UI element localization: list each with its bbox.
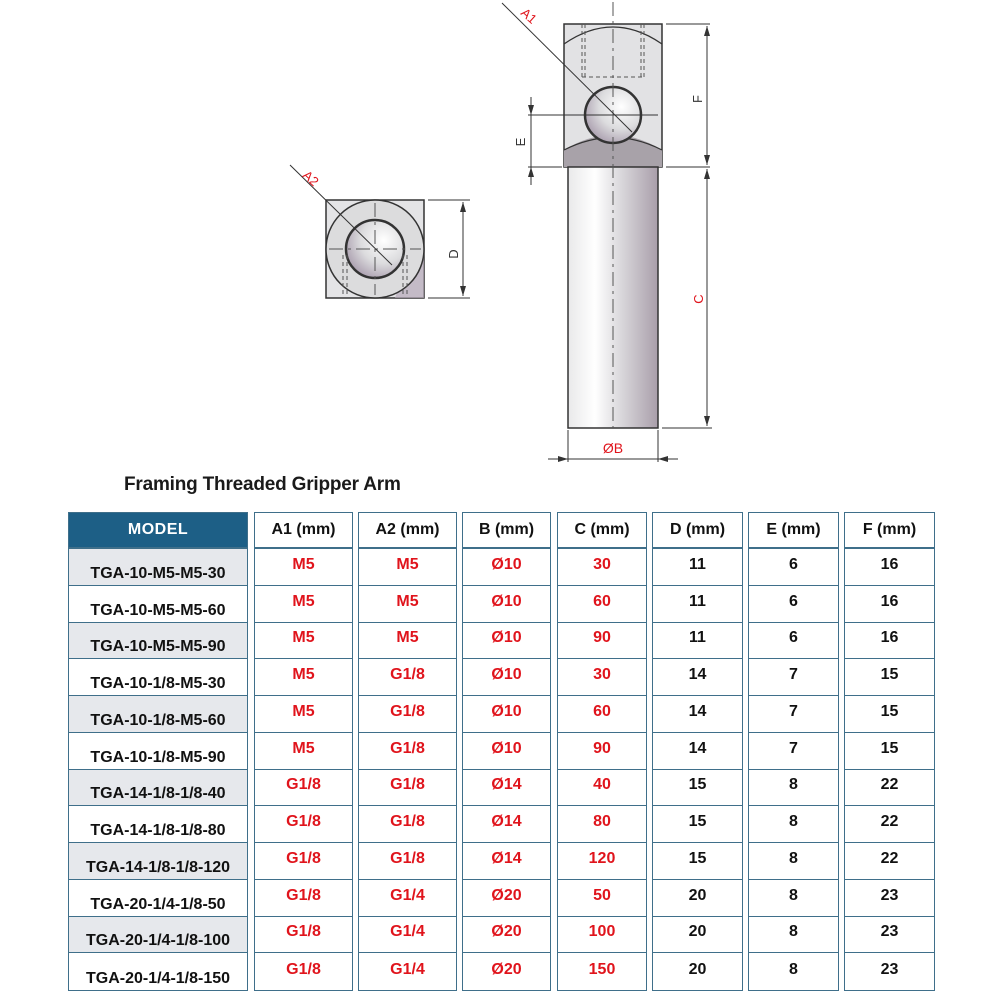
header-a1: A1 (mm) (255, 513, 352, 549)
b-cell: Ø20 (491, 960, 522, 978)
d-cell: 11 (653, 549, 742, 586)
a1-cell: M5 (255, 549, 352, 586)
technical-drawing (0, 0, 1000, 470)
header-a2: A2 (mm) (359, 513, 456, 549)
a2-cell: G1/4 (359, 917, 456, 954)
column-a1 (254, 512, 353, 991)
b-cell: Ø10 (463, 549, 550, 586)
a1-cell: M5 (255, 696, 352, 733)
b-cell: Ø20 (463, 917, 550, 954)
a1-cell: G1/8 (255, 880, 352, 917)
label-c: C (691, 294, 706, 304)
label-e: E (513, 137, 528, 147)
f-cell: 16 (845, 586, 934, 623)
column-c (557, 512, 647, 991)
d-cell: 15 (653, 806, 742, 843)
a1-cell: G1/8 (255, 917, 352, 954)
header-f: F (mm) (845, 513, 934, 549)
c-cell: 60 (558, 696, 646, 733)
d-cell: 15 (653, 843, 742, 880)
f-cell: 16 (845, 549, 934, 586)
a2-cell: G1/4 (359, 880, 456, 917)
model-cell: TGA-20-1/4-1/8-150 (85, 970, 231, 987)
b-cell: Ø10 (463, 696, 550, 733)
d-cell: 14 (653, 733, 742, 770)
f-cell: 23 (845, 880, 934, 917)
model-cell: TGA-14-1/8-1/8-40 (69, 770, 247, 807)
d-cell: 11 (653, 623, 742, 660)
model-cell: TGA-10-1/8-M5-90 (69, 733, 247, 770)
e-cell: 8 (749, 843, 838, 880)
b-cell: Ø10 (463, 623, 550, 660)
e-cell: 8 (749, 770, 838, 807)
label-b: ØB (602, 440, 624, 456)
b-cell: Ø20 (463, 880, 550, 917)
f-cell: 16 (845, 623, 934, 660)
a1-cell: M5 (255, 733, 352, 770)
e-cell: 8 (749, 917, 838, 954)
b-cell: Ø14 (463, 843, 550, 880)
page-title: Framing Threaded Gripper Arm (124, 474, 401, 495)
a2-cell: G1/8 (359, 696, 456, 733)
d-cell: 20 (653, 917, 742, 954)
f-cell: 15 (845, 733, 934, 770)
a1-cell: G1/8 (286, 960, 321, 978)
header-b: B (mm) (463, 513, 550, 549)
f-cell: 22 (845, 843, 934, 880)
a2-cell: G1/4 (390, 960, 425, 978)
a2-cell: G1/8 (359, 733, 456, 770)
e-cell: 6 (749, 549, 838, 586)
label-f: F (690, 95, 705, 103)
b-cell: Ø10 (463, 659, 550, 696)
model-cell: TGA-20-1/4-1/8-100 (69, 917, 247, 954)
b-cell: Ø10 (463, 586, 550, 623)
c-cell: 100 (558, 917, 646, 954)
c-cell: 150 (588, 960, 616, 978)
c-cell: 60 (558, 586, 646, 623)
a1-cell: M5 (255, 623, 352, 660)
d-cell: 14 (653, 659, 742, 696)
a2-cell: G1/8 (359, 659, 456, 696)
model-cell: TGA-20-1/4-1/8-50 (69, 880, 247, 917)
label-a1: A1 (518, 4, 540, 27)
a1-cell: M5 (255, 659, 352, 696)
f-cell: 23 (880, 960, 899, 978)
e-cell: 6 (749, 586, 838, 623)
d-cell: 11 (653, 586, 742, 623)
label-a2: A2 (299, 167, 322, 190)
c-cell: 120 (558, 843, 646, 880)
end-view (290, 165, 470, 298)
header-model: MODEL (69, 513, 247, 549)
f-cell: 22 (845, 806, 934, 843)
f-cell: 22 (845, 770, 934, 807)
c-cell: 30 (558, 549, 646, 586)
a2-cell: M5 (359, 549, 456, 586)
model-cell: TGA-10-1/8-M5-30 (69, 659, 247, 696)
a2-cell: G1/8 (359, 770, 456, 807)
label-d: D (446, 249, 461, 259)
column-d (652, 512, 743, 991)
model-cell: TGA-10-M5-M5-30 (69, 549, 247, 586)
a2-cell: M5 (359, 623, 456, 660)
c-cell: 50 (558, 880, 646, 917)
column-e (748, 512, 839, 991)
a1-cell: G1/8 (255, 806, 352, 843)
front-view (502, 2, 712, 462)
d-cell: 15 (653, 770, 742, 807)
c-cell: 80 (558, 806, 646, 843)
b-cell: Ø14 (463, 806, 550, 843)
e-cell: 7 (749, 733, 838, 770)
header-c: C (mm) (558, 513, 646, 549)
b-cell: Ø10 (463, 733, 550, 770)
d-cell: 14 (653, 696, 742, 733)
f-cell: 23 (845, 917, 934, 954)
f-cell: 15 (845, 659, 934, 696)
d-cell: 20 (653, 880, 742, 917)
e-cell: 7 (749, 696, 838, 733)
e-cell: 6 (749, 623, 838, 660)
column-b (462, 512, 551, 991)
column-a2 (358, 512, 457, 991)
e-cell: 8 (749, 806, 838, 843)
model-cell: TGA-10-M5-M5-90 (69, 623, 247, 660)
column-f (844, 512, 935, 991)
e-cell: 8 (749, 880, 838, 917)
header-e: E (mm) (749, 513, 838, 549)
c-cell: 30 (558, 659, 646, 696)
b-cell: Ø14 (463, 770, 550, 807)
f-cell: 15 (845, 696, 934, 733)
column-model (68, 512, 248, 991)
a2-cell: G1/8 (359, 843, 456, 880)
model-cell: TGA-10-1/8-M5-60 (69, 696, 247, 733)
a1-cell: G1/8 (255, 770, 352, 807)
model-cell: TGA-14-1/8-1/8-120 (69, 843, 247, 880)
e-cell: 8 (789, 960, 798, 978)
a1-cell: G1/8 (255, 843, 352, 880)
a2-cell: M5 (359, 586, 456, 623)
c-cell: 90 (558, 733, 646, 770)
c-cell: 40 (558, 770, 646, 807)
a2-cell: G1/8 (359, 806, 456, 843)
model-cell: TGA-10-M5-M5-60 (69, 586, 247, 623)
e-cell: 7 (749, 659, 838, 696)
c-cell: 90 (558, 623, 646, 660)
d-cell: 20 (688, 960, 707, 978)
model-cell: TGA-14-1/8-1/8-80 (69, 806, 247, 843)
a1-cell: M5 (255, 586, 352, 623)
header-d: D (mm) (653, 513, 742, 549)
